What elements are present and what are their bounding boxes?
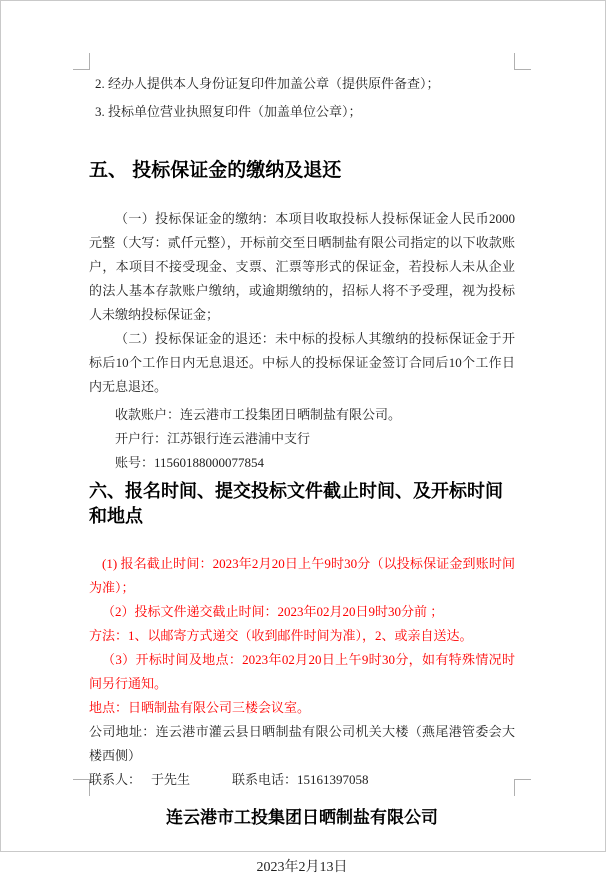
margin-crop-mark-top-right: [514, 53, 531, 70]
submission-method-line: 方法：1、以邮寄方式递交（收到邮件时间为准），2、或亲自送达。: [89, 628, 473, 643]
contact-name: 于先生: [151, 772, 191, 787]
phone-label: 联系电话：: [232, 772, 298, 787]
list-item-license-copy: 3. 投标单位营业执照复印件（加盖单位公章）；: [95, 104, 362, 119]
company-address-line: 公司地址：连云港市灌云县日晒制盐有限公司机关大楼（燕尾港管委会大楼西侧）: [89, 724, 515, 763]
signup-deadline-line: (1) 报名截止时间：2023年2月20日上午9时30分（以投标保证金到账时间为准）；: [89, 556, 515, 595]
section-six-heading: 六、报名时间、提交投标文件截止时间、及开标时间和地点: [89, 481, 503, 526]
bank-branch: 开户行：江苏银行连云港浦中支行: [115, 431, 311, 446]
deposit-refund-paragraph: （二）投标保证金的退还：未中标的投标人其缴纳的投标保证金于开标后10个工作日内无息退还。中标人的投标保证金签订合同后10个工作日内无息退还。: [89, 331, 515, 394]
signoff-company-name: 连云港市工投集团日晒制盐有限公司: [166, 808, 438, 827]
deposit-payment-paragraph: （一）投标保证金的缴纳：本项目收取投标人投标保证金人民币2000元整（大写：贰仟元整），开标前交至日晒制盐有限公司指定的以下收款账户，本项目不接受现金、支票、汇票等形式的保证金，若投标人未从企业的法人基本存款账户缴纳，或逾期缴纳的，招标人将不予受理，视为投标人未缴纳投标保证金；: [89, 211, 515, 322]
margin-crop-mark-bottom-right: [514, 779, 531, 796]
bid-opening-place-line: 地点：日晒制盐有限公司三楼会议室。: [89, 700, 311, 715]
contact-label: 联系人：: [89, 772, 142, 787]
contact-line: [89, 768, 515, 792]
phone-number: 15161397058: [297, 772, 369, 787]
account-number: 账号：11560188000077854: [115, 455, 265, 470]
margin-crop-mark-bottom-left: [73, 779, 90, 796]
section-five-heading: 五、 投标保证金的缴纳及退还: [89, 160, 342, 181]
margin-crop-mark-top-left: [73, 53, 90, 70]
submission-deadline-line: （2）投标文件递交截止时间：2023年02月20日9时30分前 ；: [102, 604, 444, 619]
receiving-account-name: 收款账户：连云港市工投集团日晒制盐有限公司。: [115, 407, 402, 422]
signoff-date: 2023年2月13日: [256, 860, 348, 875]
bid-opening-time-line: （3）开标时间及地点：2023年02月20日上午9时30分，如有特殊情况时间另行通知。: [89, 652, 515, 691]
list-item-id-copy: 2. 经办人提供本人身份证复印件加盖公章（提供原件备查）；: [95, 76, 440, 91]
document-body: [89, 69, 515, 880]
